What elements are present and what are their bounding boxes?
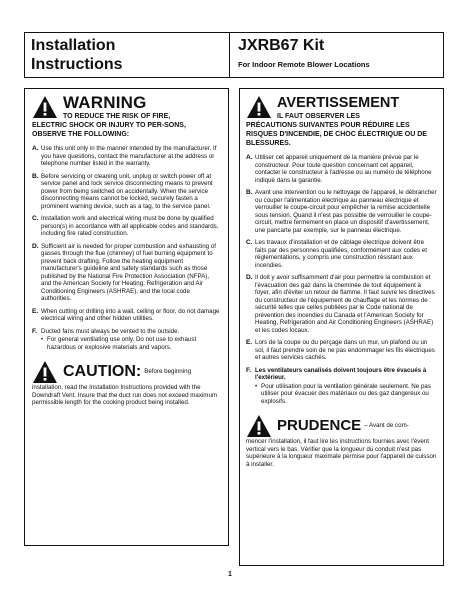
prudence-body: mencer l'installation, il faut lire les instructions fournies avec l'évent vertical vers le bas. Vérifier que la longueur du conduit n'est pas supérieure à la longueur maximale permise pour l'appareil de cuisson à installer. [246,438,437,468]
model-subtitle: For Indoor Remote Blower Locations [238,60,370,69]
warning-heading [32,94,221,121]
caution-triangle-icon [246,414,272,438]
item-text: Sufficient air is needed for proper combustion and exhausting of gasses through the flue (chimney) of fuel burning equipment to prevent back drafting. Follow the heating equipment manufacturer's guideline and safety standards such as those published by the National Fire Protection Association (NFPA), and the American Society for Heating, Refrigeration and Air Conditioning Engineers (ASHRAE), and the local code authorities. [41,242,216,302]
warning-french-panel [239,88,444,566]
warning-title: WARNING [63,93,147,112]
bullet-text: Pour utilisation pour la ventilation générale seulement. Ne pas utiliser pour évacuer des matériaux ou des gaz dangereux ou explosifs. [261,382,431,405]
warning-triangle-icon [246,95,272,119]
item-text: Use this unit only in the manner intended by the manufacturer. If you have questions, contact the manufacturer at the address or telephone number listed in the warranty. [41,145,217,167]
avertissement-heading [246,94,437,121]
item-text: Before servicing or cleaning unit, unplug or switch power off at service panel and lock service disconnecting means to prevent power from being switched on accidentally. When the service disconnecting means cannot be locked, securely fasten a prominent warning device, such as a tag, to the service panel. [41,172,213,210]
item-text: When cutting or drilling into a wall, ceiling or floor, do not damage electrical wiring and other hidden utilities. [41,307,220,322]
item-letter: E. [32,307,39,315]
item-letter: B. [246,189,253,196]
list-item [32,215,221,238]
item-letter: E. [246,339,253,346]
list-item [246,367,437,406]
item-text: Utiliser cet appareil uniquement de la manière prévue par le constructeur. Pour toute question concernant cet appareil, contacter le constructeur à l'adresse ou au numéro de téléphone indiqué dans la garantie. [255,154,432,184]
bullet-item: • Pour utilisation pour la ventilation générale seulement. Ne pas utiliser pour évacuer des matériaux ou des gaz dangereux ou explosifs. [255,383,437,406]
prudence-inline-text: – Avant de com- [364,422,409,429]
document-header [24,32,444,78]
prudence-notice [246,413,437,468]
avertissement-lead-line1: IL FAUT OBSERVER LES [277,113,360,120]
item-letter: A. [32,145,39,152]
item-letter: D. [246,274,253,281]
page-number: 1 [228,571,232,578]
item-letter: C. [32,215,39,222]
item-text: Il doit y avoir suffisamment d'air pour permettre la combustion et l'évacuation des gaz dans la cheminée de tout équipement à foyer, afin d'éviter un retour de flamme. Il faut suivre les directives du constructeur de l'équipement de chauffage et les normes de sécurité telles que celles publiées par le Code national de prévention des incendies du Canada et l'American Society for Heating, Refrigeration and Air Conditioning Engineers (ASHRAE) et les codes locaux. [255,274,435,334]
item-text: Les travaux d'installation et de câblage électrique doivent être faits par des personnes qualifiées, conformément aux codes et réglementations, y compris une construction résistant aux incendies. [255,239,427,269]
item-text: Avant une intervention ou le nettoyage de l'appareil, le débrancher ou couper l'alimentation électrique au panneau électrique et verrouiller le coupe-circuit pour empêcher la remise accidentelle sous tension. Quand il n'est pas possible de verrouiller le coupe-circuit, mettre fermement en place un dispositif d'avertissement, une pancarte par exemple, sur le panneau électrique. [255,189,437,234]
title-block [25,33,230,77]
title-line1: Installation [31,37,116,54]
item-letter: F. [246,366,252,374]
list-item [32,243,221,303]
item-text: Lors de la coupe ou du perçage dans un mur, un plafond ou un sol, il faut prendre soin de ne pas endommager les fils électriques et autres services cachés. [255,339,435,361]
list-item [246,339,437,362]
avertissement-lead-rest: PRÉCAUTIONS SUIVANTES POUR RÉDUIRE LES RISQUES D'INCENDIE, DE CHOC ÉLECTRIQUE OU DE BLESSURES. [246,122,427,147]
list-item [246,154,437,184]
title-line2: Instructions [31,56,123,73]
prudence-title: PRUDENCE [277,417,362,434]
caution-inline-text: Before beginning [144,368,192,375]
warning-lead-line1: TO REDUCE THE RISK OF FIRE, [63,113,171,120]
list-item [246,189,437,234]
warning-triangle-icon [32,95,58,119]
caution-body: installation, read the Installation Instructions provided with the Downdraft Vent. Insure that the duct run does not exceed maximum permissible length for the cooking product being installed. [32,384,218,406]
list-item [246,239,437,269]
item-letter: C. [246,239,253,246]
bullet-text: For general ventilating use only. Do not use to exhaust hazardous or explosive materials and vapors. [47,336,197,351]
model-name: JXRB67 Kit [238,37,325,54]
warning-english-panel [24,88,229,546]
item-letter: A. [246,154,253,161]
caution-notice [32,359,221,407]
list-item [32,308,221,323]
item-text: Les ventilateurs canalisés doivent toujours être évacués à l'extérieur. [255,366,427,381]
list-item [246,274,437,334]
bullet-item: • For general ventilating use only. Do not use to exhaust hazardous or explosive materials and vapors. [41,336,221,351]
item-text: Ducted fans must always be vented to the outside. [41,327,180,335]
caution-title: CAUTION: [63,362,142,380]
model-block [230,33,443,77]
item-letter: D. [32,242,39,250]
list-item [32,328,221,352]
list-item [32,173,221,211]
item-letter: B. [32,172,39,180]
warning-lead-rest: ELECTRIC SHOCK OR INJURY TO PER-SONS, OBSERVE THE FOLLOWING: [32,122,186,138]
item-letter: F. [32,327,38,335]
caution-triangle-icon [32,360,58,384]
list-item [32,145,221,168]
avertissement-title: AVERTISSEMENT [277,95,400,111]
item-text: Installation work and electrical wiring must be done by qualified person(s) in accordance with all applicable codes and standards, including fire rated construction. [41,215,219,237]
